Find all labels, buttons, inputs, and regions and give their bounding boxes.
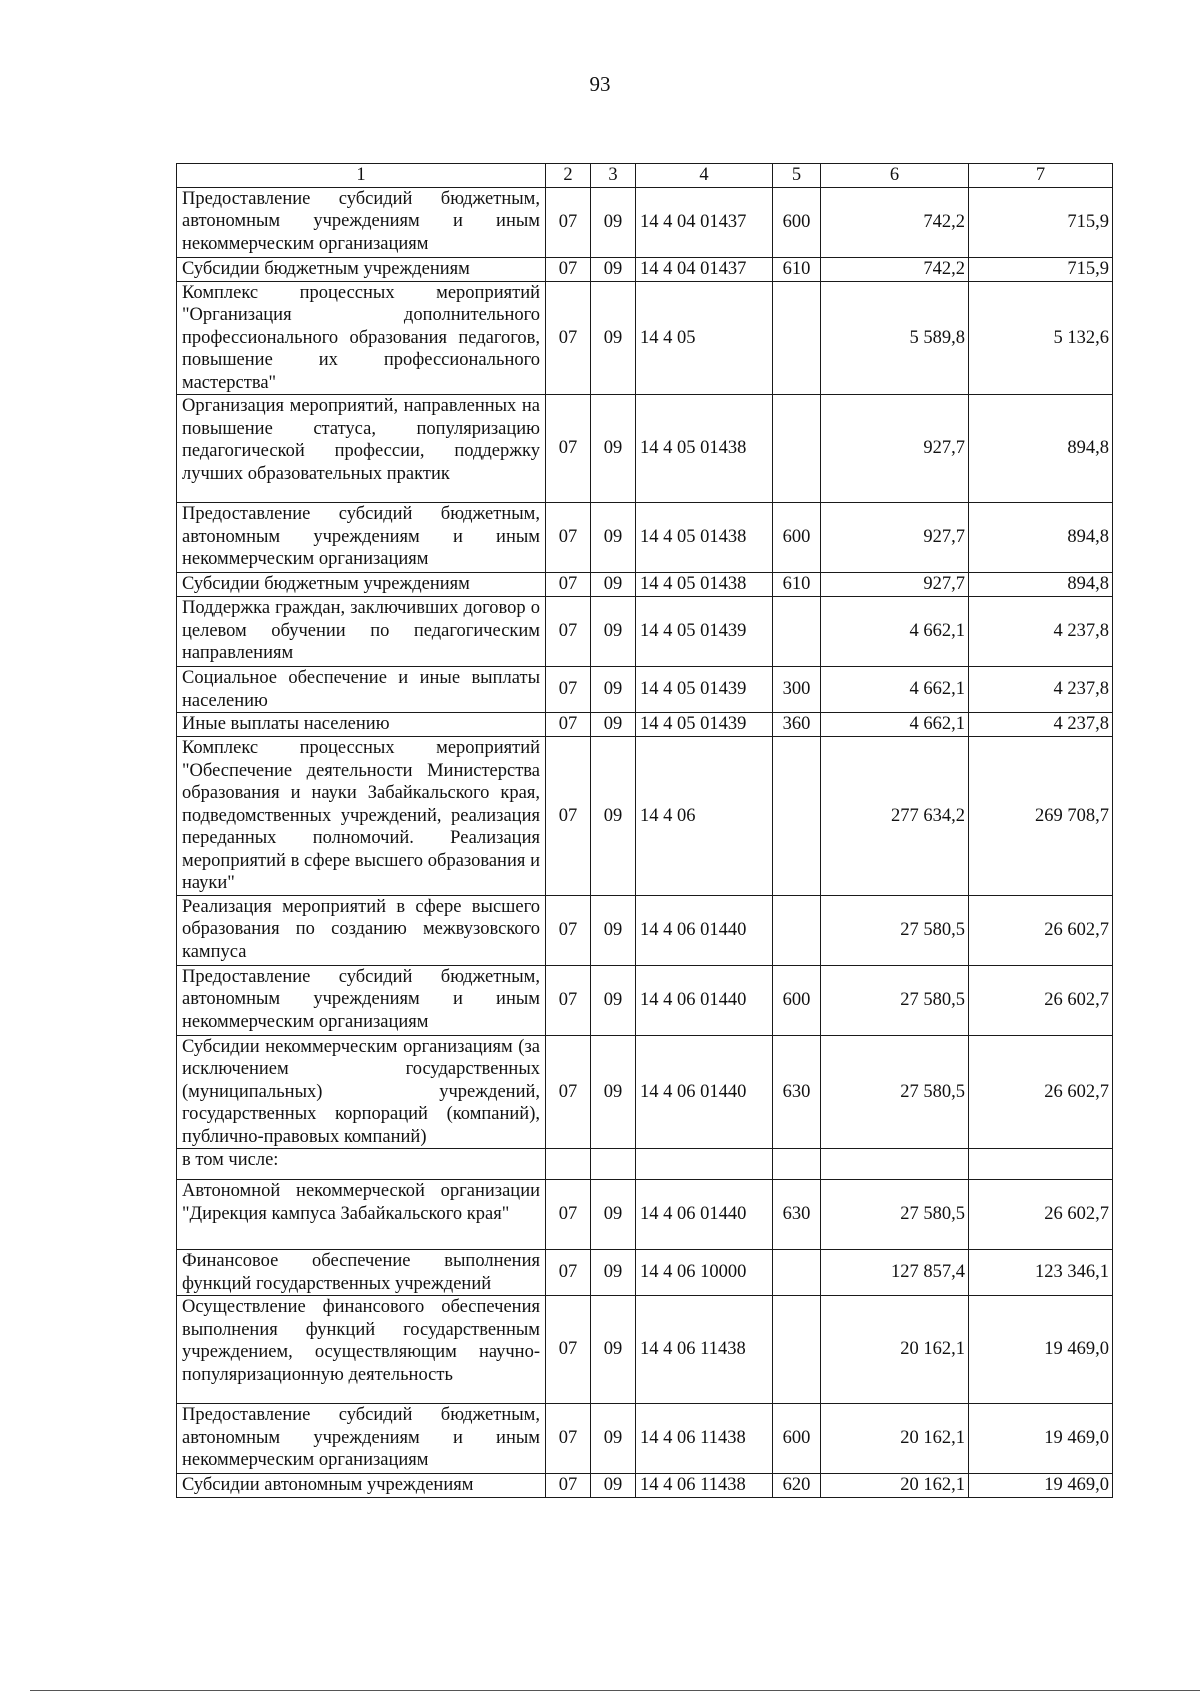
amount-col7: 4 237,8 bbox=[969, 713, 1113, 737]
table-row bbox=[177, 503, 1113, 573]
target-item-code: 14 4 05 01439 bbox=[636, 597, 773, 667]
row-description: Осуществление финансового обеспечения выполнения функций государственным учреждением, осуществляющим научно-популяризационную деятельность bbox=[177, 1296, 546, 1404]
table-row bbox=[177, 667, 1113, 713]
amount-col7: 894,8 bbox=[969, 573, 1113, 597]
table-row bbox=[177, 395, 1113, 503]
target-item-code: 14 4 05 01439 bbox=[636, 667, 773, 713]
table-row bbox=[177, 1035, 1113, 1149]
target-item-code: 14 4 06 11438 bbox=[636, 1474, 773, 1498]
amount-col7: 894,8 bbox=[969, 395, 1113, 503]
section-code: 07 bbox=[546, 1250, 591, 1296]
amount-col6: 277 634,2 bbox=[821, 737, 969, 896]
row-description: Предоставление субсидий бюджетным, автономным учреждениям и иным некоммерческим организациям bbox=[177, 1404, 546, 1474]
subsection-code: 09 bbox=[591, 1035, 636, 1149]
amount-col6: 20 162,1 bbox=[821, 1474, 969, 1498]
section-code: 07 bbox=[546, 281, 591, 395]
expense-type-code: 600 bbox=[773, 187, 821, 257]
amount-col6: 927,7 bbox=[821, 503, 969, 573]
amount-col7: 19 469,0 bbox=[969, 1474, 1113, 1498]
amount-col7: 269 708,7 bbox=[969, 737, 1113, 896]
amount-col7: 19 469,0 bbox=[969, 1296, 1113, 1404]
section-code: 07 bbox=[546, 895, 591, 965]
expense-type-code: 620 bbox=[773, 1474, 821, 1498]
expense-type-code bbox=[773, 597, 821, 667]
amount-col6: 27 580,5 bbox=[821, 1035, 969, 1149]
expense-type-code: 300 bbox=[773, 667, 821, 713]
expense-type-code: 630 bbox=[773, 1180, 821, 1250]
subsection-code: 09 bbox=[591, 503, 636, 573]
row-description: Субсидии автономным учреждениям bbox=[177, 1474, 546, 1498]
amount-col6 bbox=[821, 1149, 969, 1180]
amount-col6: 27 580,5 bbox=[821, 895, 969, 965]
table-row bbox=[177, 597, 1113, 667]
row-description: Социальное обеспечение и иные выплаты населению bbox=[177, 667, 546, 713]
expense-type-code: 600 bbox=[773, 965, 821, 1035]
expense-type-code: 360 bbox=[773, 713, 821, 737]
row-description: Организация мероприятий, направленных на повышение статуса, популяризацию педагогической профессии, поддержку лучших образовательных практик bbox=[177, 395, 546, 503]
column-header: 4 bbox=[636, 164, 773, 188]
target-item-code: 14 4 06 11438 bbox=[636, 1296, 773, 1404]
amount-col7: 715,9 bbox=[969, 257, 1113, 281]
amount-col6: 4 662,1 bbox=[821, 597, 969, 667]
table-row bbox=[177, 713, 1113, 737]
table-row bbox=[177, 281, 1113, 395]
subsection-code: 09 bbox=[591, 395, 636, 503]
column-header: 7 bbox=[969, 164, 1113, 188]
table-row bbox=[177, 1180, 1113, 1250]
row-description: Предоставление субсидий бюджетным, автономным учреждениям и иным некоммерческим организациям bbox=[177, 187, 546, 257]
target-item-code: 14 4 06 01440 bbox=[636, 965, 773, 1035]
amount-col7: 26 602,7 bbox=[969, 895, 1113, 965]
subsection-code: 09 bbox=[591, 597, 636, 667]
expense-type-code bbox=[773, 1296, 821, 1404]
row-description: Предоставление субсидий бюджетным, автономным учреждениям и иным некоммерческим организациям bbox=[177, 503, 546, 573]
section-code: 07 bbox=[546, 713, 591, 737]
column-header: 1 bbox=[177, 164, 546, 188]
subsection-code: 09 bbox=[591, 737, 636, 896]
row-description: Комплекс процессных мероприятий "Обеспечение деятельности Министерства образования и науки Забайкальского края, подведомственных учреждений, реализация переданных полномочий. Реализация мероприятий в сфере высшего образования и науки" bbox=[177, 737, 546, 896]
subsection-code: 09 bbox=[591, 965, 636, 1035]
target-item-code: 14 4 05 01438 bbox=[636, 395, 773, 503]
subsection-code: 09 bbox=[591, 1404, 636, 1474]
amount-col6: 127 857,4 bbox=[821, 1250, 969, 1296]
table-row bbox=[177, 965, 1113, 1035]
amount-col6: 927,7 bbox=[821, 395, 969, 503]
target-item-code: 14 4 06 11438 bbox=[636, 1404, 773, 1474]
row-description: Субсидии бюджетным учреждениям bbox=[177, 573, 546, 597]
amount-col7: 4 237,8 bbox=[969, 667, 1113, 713]
amount-col6: 4 662,1 bbox=[821, 667, 969, 713]
subsection-code: 09 bbox=[591, 257, 636, 281]
subsection-code: 09 bbox=[591, 573, 636, 597]
expense-type-code bbox=[773, 395, 821, 503]
row-description: Поддержка граждан, заключивших договор о целевом обучении по педагогическим направлениям bbox=[177, 597, 546, 667]
section-code: 07 bbox=[546, 737, 591, 896]
table-row bbox=[177, 1250, 1113, 1296]
section-code: 07 bbox=[546, 1404, 591, 1474]
subsection-code: 09 bbox=[591, 895, 636, 965]
expense-type-code: 610 bbox=[773, 573, 821, 597]
row-description: Субсидии некоммерческим организациям (за исключением государственных (муниципальных) учреждений, государственных корпораций (компаний), публично-правовых компаний) bbox=[177, 1035, 546, 1149]
column-header: 6 bbox=[821, 164, 969, 188]
subsection-code: 09 bbox=[591, 667, 636, 713]
row-description: Реализация мероприятий в сфере высшего образования по созданию межвузовского кампуса bbox=[177, 895, 546, 965]
page-number: 93 bbox=[589, 72, 611, 96]
expense-type-code: 610 bbox=[773, 257, 821, 281]
expense-type-code bbox=[773, 281, 821, 395]
section-code: 07 bbox=[546, 1035, 591, 1149]
section-code: 07 bbox=[546, 395, 591, 503]
table-row bbox=[177, 257, 1113, 281]
column-header: 2 bbox=[546, 164, 591, 188]
target-item-code: 14 4 06 01440 bbox=[636, 1180, 773, 1250]
target-item-code: 14 4 05 bbox=[636, 281, 773, 395]
amount-col6: 927,7 bbox=[821, 573, 969, 597]
amount-col7 bbox=[969, 1149, 1113, 1180]
target-item-code: 14 4 04 01437 bbox=[636, 187, 773, 257]
table-row bbox=[177, 895, 1113, 965]
column-header: 5 bbox=[773, 164, 821, 188]
subsection-code: 09 bbox=[591, 281, 636, 395]
table-row bbox=[177, 1296, 1113, 1404]
expense-type-code: 600 bbox=[773, 503, 821, 573]
table-header-row bbox=[177, 164, 1113, 188]
expense-type-code bbox=[773, 895, 821, 965]
section-code bbox=[546, 1149, 591, 1180]
amount-col6: 20 162,1 bbox=[821, 1296, 969, 1404]
target-item-code: 14 4 04 01437 bbox=[636, 257, 773, 281]
subsection-code bbox=[591, 1149, 636, 1180]
expense-type-code: 630 bbox=[773, 1035, 821, 1149]
table-row bbox=[177, 737, 1113, 896]
target-item-code: 14 4 06 10000 bbox=[636, 1250, 773, 1296]
table-row bbox=[177, 1404, 1113, 1474]
subsection-code: 09 bbox=[591, 1180, 636, 1250]
target-item-code: 14 4 05 01438 bbox=[636, 503, 773, 573]
amount-col6: 742,2 bbox=[821, 187, 969, 257]
expense-type-code bbox=[773, 1250, 821, 1296]
section-code: 07 bbox=[546, 573, 591, 597]
expense-type-code bbox=[773, 737, 821, 896]
amount-col7: 26 602,7 bbox=[969, 965, 1113, 1035]
amount-col7: 715,9 bbox=[969, 187, 1113, 257]
target-item-code: 14 4 06 bbox=[636, 737, 773, 896]
amount-col7: 4 237,8 bbox=[969, 597, 1113, 667]
table-row bbox=[177, 1149, 1113, 1180]
section-code: 07 bbox=[546, 965, 591, 1035]
section-code: 07 bbox=[546, 1296, 591, 1404]
amount-col6: 4 662,1 bbox=[821, 713, 969, 737]
subsection-code: 09 bbox=[591, 1250, 636, 1296]
subsection-code: 09 bbox=[591, 187, 636, 257]
row-description: Предоставление субсидий бюджетным, автономным учреждениям и иным некоммерческим организациям bbox=[177, 965, 546, 1035]
row-description: Комплекс процессных мероприятий "Организация дополнительного профессионального образования педагогов, повышение их профессионального мастерства" bbox=[177, 281, 546, 395]
table-row bbox=[177, 573, 1113, 597]
section-code: 07 bbox=[546, 503, 591, 573]
target-item-code: 14 4 06 01440 bbox=[636, 1035, 773, 1149]
subsection-code: 09 bbox=[591, 1474, 636, 1498]
section-code: 07 bbox=[546, 187, 591, 257]
row-description: Иные выплаты населению bbox=[177, 713, 546, 737]
budget-table bbox=[176, 163, 1113, 1498]
amount-col7: 894,8 bbox=[969, 503, 1113, 573]
target-item-code: 14 4 05 01438 bbox=[636, 573, 773, 597]
amount-col6: 20 162,1 bbox=[821, 1404, 969, 1474]
section-code: 07 bbox=[546, 1180, 591, 1250]
amount-col7: 19 469,0 bbox=[969, 1404, 1113, 1474]
amount-col7: 5 132,6 bbox=[969, 281, 1113, 395]
table-row bbox=[177, 187, 1113, 257]
amount-col7: 123 346,1 bbox=[969, 1250, 1113, 1296]
amount-col7: 26 602,7 bbox=[969, 1035, 1113, 1149]
target-item-code bbox=[636, 1149, 773, 1180]
target-item-code: 14 4 06 01440 bbox=[636, 895, 773, 965]
row-description: Финансовое обеспечение выполнения функций государственных учреждений bbox=[177, 1250, 546, 1296]
table-row bbox=[177, 1474, 1113, 1498]
amount-col6: 742,2 bbox=[821, 257, 969, 281]
column-header: 3 bbox=[591, 164, 636, 188]
amount-col6: 27 580,5 bbox=[821, 1180, 969, 1250]
subsection-code: 09 bbox=[591, 713, 636, 737]
amount-col6: 5 589,8 bbox=[821, 281, 969, 395]
bottom-rule bbox=[30, 1690, 1200, 1691]
section-code: 07 bbox=[546, 1474, 591, 1498]
expense-type-code bbox=[773, 1149, 821, 1180]
target-item-code: 14 4 05 01439 bbox=[636, 713, 773, 737]
section-code: 07 bbox=[546, 257, 591, 281]
row-description: Субсидии бюджетным учреждениям bbox=[177, 257, 546, 281]
section-code: 07 bbox=[546, 667, 591, 713]
expense-type-code: 600 bbox=[773, 1404, 821, 1474]
section-code: 07 bbox=[546, 597, 591, 667]
subsection-code: 09 bbox=[591, 1296, 636, 1404]
amount-col7: 26 602,7 bbox=[969, 1180, 1113, 1250]
row-description: Автономной некоммерческой организации "Дирекция кампуса Забайкальского края" bbox=[177, 1180, 546, 1250]
amount-col6: 27 580,5 bbox=[821, 965, 969, 1035]
row-description: в том числе: bbox=[177, 1149, 546, 1180]
